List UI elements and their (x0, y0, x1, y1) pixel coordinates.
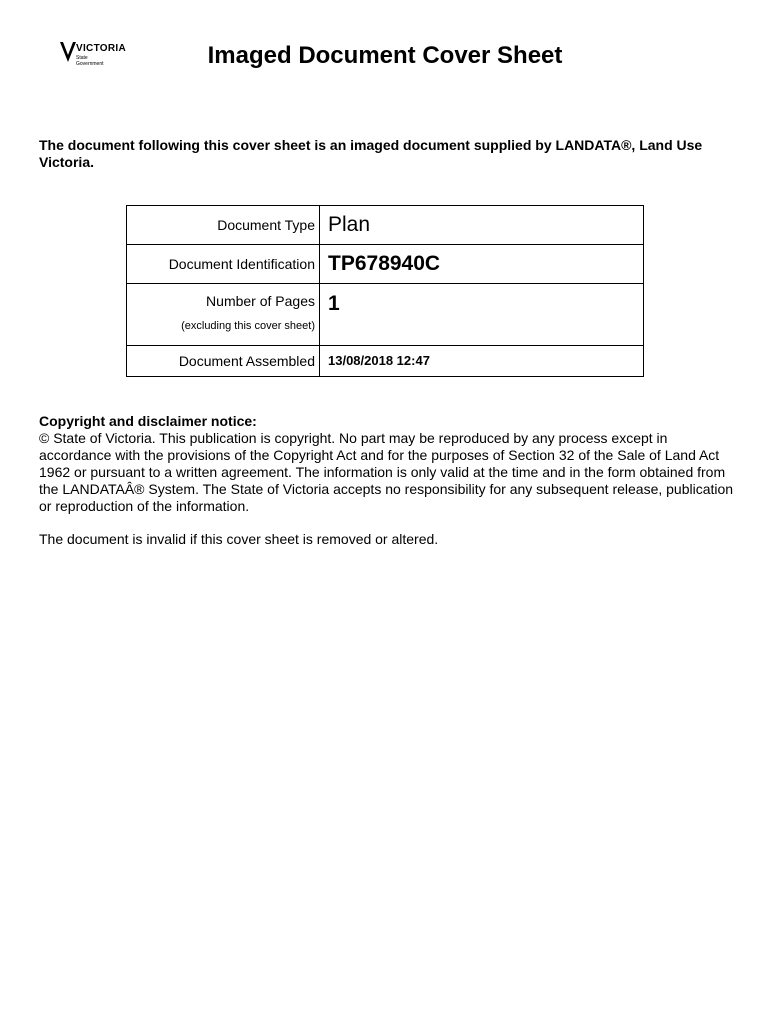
pages-label: Number of Pages (206, 293, 315, 309)
document-id-value: TP678940C (328, 252, 441, 275)
pages-row (127, 284, 644, 346)
page-title: Imaged Document Cover Sheet (207, 42, 563, 69)
assembled-value: 13/08/2018 12:47 (328, 353, 430, 368)
pages-value: 1 (328, 292, 340, 315)
notice-heading: Copyright and disclaimer notice: (39, 413, 257, 429)
document-id-row (127, 245, 644, 284)
document-type-row (127, 206, 644, 245)
document-id-label: Document Identification (127, 245, 320, 284)
copyright-notice (39, 413, 739, 515)
document-type-label: Document Type (127, 206, 320, 245)
document-details-table (126, 205, 644, 377)
logo-subtext: State Government (76, 55, 104, 67)
logo-wordmark: VICTORIA (76, 43, 126, 54)
intro-statement: The document following this cover sheet is an imaged document supplied by LANDATA®, Land Use Victoria. (39, 137, 703, 170)
assembled-label: Document Assembled (127, 346, 320, 377)
assembled-row (127, 346, 644, 377)
notice-body: © State of Victoria. This publication is copyright. No part may be reproduced by any process except in accordance with the provisions of the Copyright Act and for the purposes of Section 32 of the Sale of Land Act 1962 or pursuant to a written agreement. The information is only valid at the time and in the form obtained from the LANDATAÂ® System. The State of Victoria accepts no responsibility for any subsequent release, publication or reproduction of the information. (39, 430, 734, 514)
pages-note: (excluding this cover sheet) (181, 320, 315, 332)
invalidity-note: The document is invalid if this cover sheet is removed or altered. (39, 531, 439, 547)
document-type-value: Plan (328, 213, 371, 236)
